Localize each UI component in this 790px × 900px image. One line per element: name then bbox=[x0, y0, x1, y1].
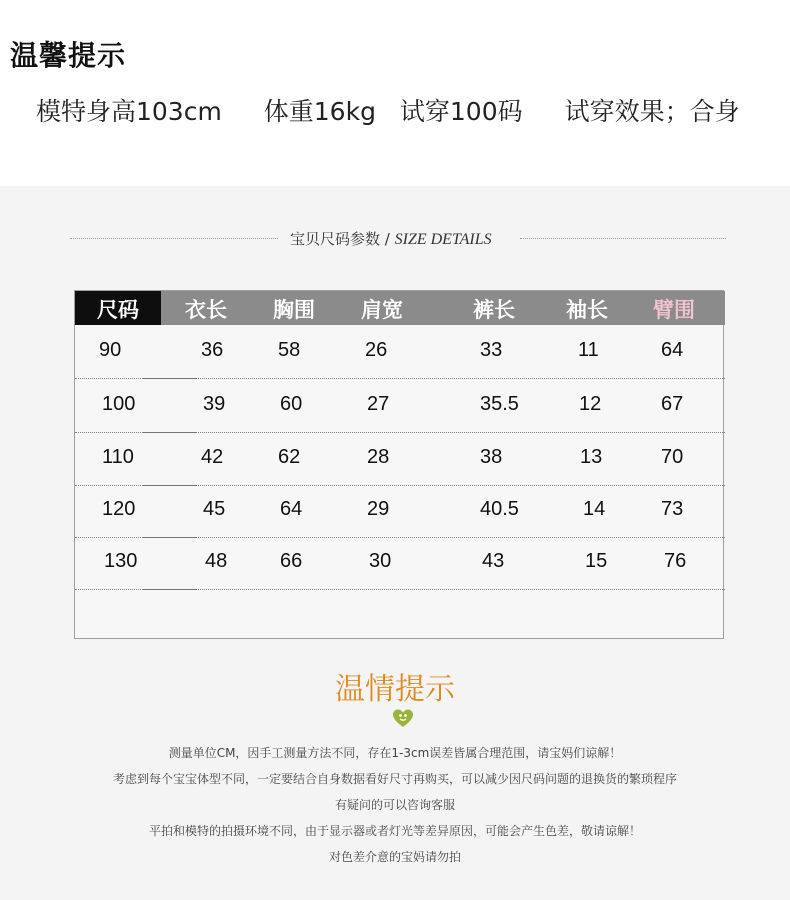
cell-arm: 76 bbox=[664, 550, 687, 572]
header-sleeve: 袖长 bbox=[566, 298, 608, 322]
cell-sleeve: 11 bbox=[578, 339, 599, 361]
size-details-cn: 宝贝尺码参数 bbox=[290, 230, 381, 248]
size-details-label bbox=[290, 228, 492, 249]
cell-shoulder: 30 bbox=[369, 550, 392, 572]
cell-length: 42 bbox=[201, 446, 224, 468]
tips-list bbox=[0, 740, 790, 870]
tips-title: 温情提示 bbox=[335, 672, 455, 707]
cell-chest: 58 bbox=[278, 339, 301, 361]
table-row bbox=[75, 432, 725, 486]
cell-shoulder: 28 bbox=[367, 446, 390, 468]
size-table bbox=[74, 290, 724, 639]
cell-sleeve: 14 bbox=[583, 498, 606, 520]
divider-right bbox=[520, 238, 726, 239]
size-details-header bbox=[70, 226, 726, 250]
cell-pants-length: 38 bbox=[480, 446, 503, 468]
tried-size: 试穿100码 bbox=[399, 97, 523, 126]
header-length: 衣长 bbox=[185, 298, 227, 322]
cell-chest: 66 bbox=[280, 550, 303, 572]
cell-length: 39 bbox=[203, 393, 226, 415]
cell-chest: 62 bbox=[278, 446, 301, 468]
tip-line: 有疑问的可以咨询客服 bbox=[334, 798, 455, 812]
cell-length: 36 bbox=[201, 339, 224, 361]
cell-sleeve: 15 bbox=[585, 550, 608, 572]
cell-pants-length: 40.5 bbox=[480, 498, 519, 520]
tip-line: 考虑到每个宝宝体型不同，一定要结合自身数据看好尺寸再购买，可以减少因尺码问题的退换货的繁琐程序 bbox=[112, 772, 677, 786]
cell-size: 90 bbox=[99, 339, 122, 361]
cell-arm: 70 bbox=[661, 446, 684, 468]
notice-title: 温馨提示 bbox=[10, 39, 127, 72]
size-details-separator: / bbox=[380, 230, 395, 248]
tip-line: 测量单位CM，因手工测量方法不同，存在1-3cm误差皆属合理范围，请宝妈们谅解！ bbox=[168, 746, 622, 760]
divider-left bbox=[70, 238, 278, 239]
table-row bbox=[75, 484, 725, 538]
header-shoulder: 肩宽 bbox=[361, 298, 403, 322]
size-table-header bbox=[75, 291, 725, 325]
header-arm: 臂围 bbox=[653, 298, 695, 322]
cell-arm: 64 bbox=[661, 339, 684, 361]
table-row bbox=[75, 325, 725, 379]
cell-pants-length: 33 bbox=[480, 339, 503, 361]
header-pants-length: 裤长 bbox=[473, 298, 515, 322]
cell-size: 100 bbox=[102, 393, 136, 415]
table-row bbox=[75, 379, 725, 433]
cell-arm: 67 bbox=[661, 393, 684, 415]
header-chest: 胸围 bbox=[273, 298, 315, 322]
table-row bbox=[75, 536, 725, 590]
fit-result: 试穿效果；合身 bbox=[564, 97, 740, 126]
cell-size: 120 bbox=[102, 498, 136, 520]
cell-length: 45 bbox=[203, 498, 226, 520]
header-size: 尺码 bbox=[97, 298, 139, 322]
size-details-en: SIZE DETAILS bbox=[394, 231, 492, 248]
cell-shoulder: 26 bbox=[365, 339, 388, 361]
cell-chest: 64 bbox=[280, 498, 303, 520]
cell-shoulder: 29 bbox=[367, 498, 390, 520]
cell-size: 130 bbox=[104, 550, 138, 572]
cell-arm: 73 bbox=[661, 498, 684, 520]
model-height: 模特身高103cm bbox=[36, 97, 222, 126]
tip-line: 平拍和模特的拍摄环境不同，由于显示器或者灯光等差异原因，可能会产生色差，敬请谅解！ bbox=[148, 824, 641, 838]
tip-line: 对色差介意的宝妈请勿拍 bbox=[328, 850, 461, 864]
cell-sleeve: 13 bbox=[580, 446, 603, 468]
cell-size: 110 bbox=[102, 446, 134, 468]
row-divider-accent bbox=[143, 589, 197, 590]
cell-sleeve: 12 bbox=[579, 393, 602, 415]
heart-icon bbox=[392, 708, 414, 730]
model-info bbox=[36, 92, 740, 128]
cell-shoulder: 27 bbox=[367, 393, 390, 415]
cell-pants-length: 43 bbox=[482, 550, 505, 572]
cell-length: 48 bbox=[205, 550, 228, 572]
model-weight: 体重16kg bbox=[263, 97, 376, 126]
cell-chest: 60 bbox=[280, 393, 303, 415]
cell-pants-length: 35.5 bbox=[480, 393, 519, 415]
